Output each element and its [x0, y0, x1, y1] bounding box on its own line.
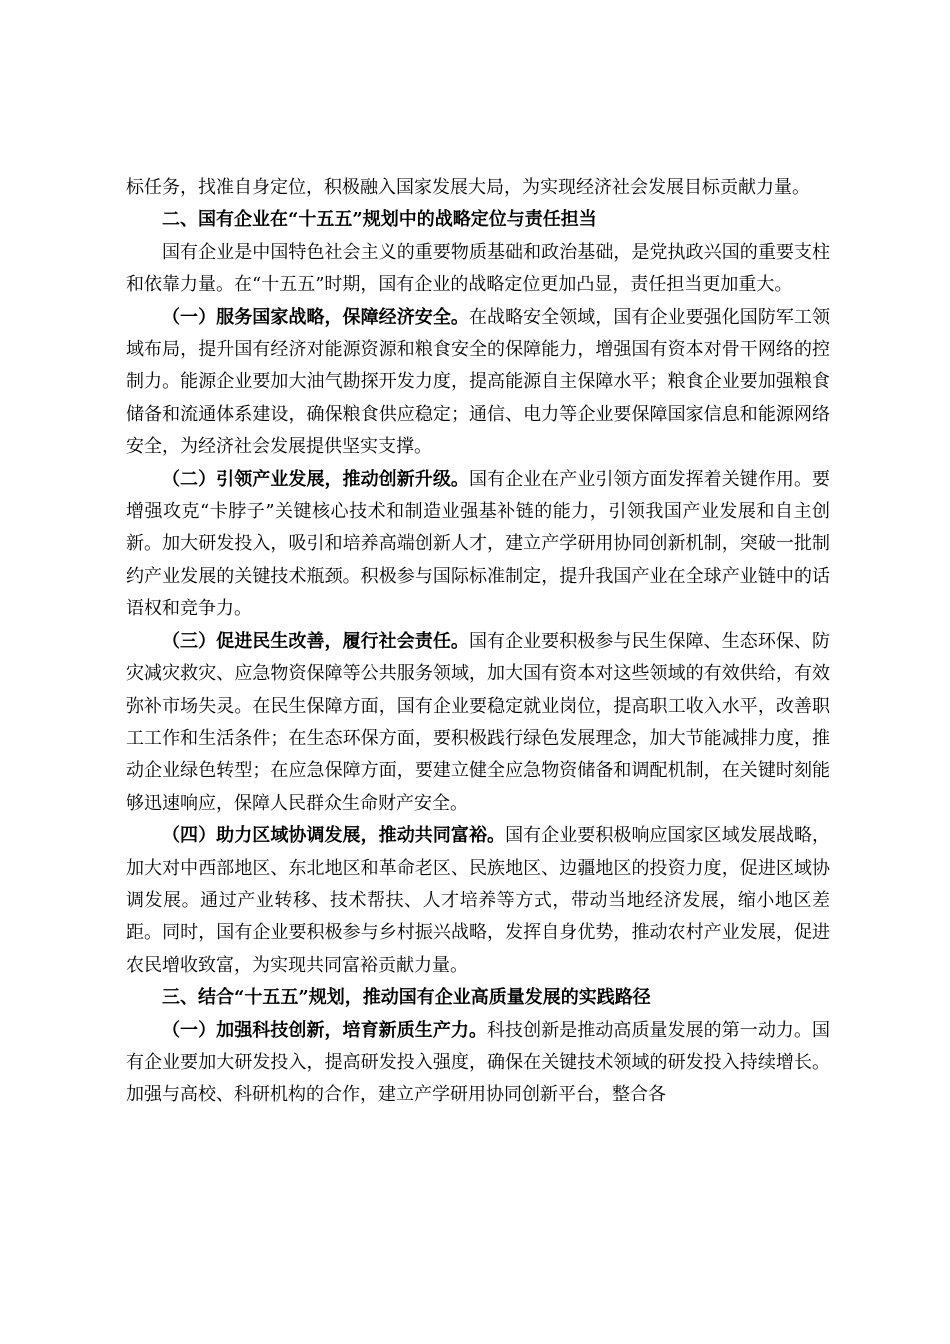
item-body: 科技创新是推动高质量发展的第一动力。国有企业要加大研发投入，提高研发投入强度，确保在关键技术领域的研发投入持续增长。加强与高校、科研机构的合作，建立产学研用协同创新平台，整合各	[126, 1019, 830, 1106]
item-lead: （三）促进民生改善，履行社会责任。	[162, 630, 469, 652]
item-lead: （二）引领产业发展，推动创新升级。	[162, 468, 469, 490]
item-lead: （四）助力区域协调发展，推动共同富裕。	[162, 825, 506, 847]
item-body: 国有企业要积极响应国家区域发展战略，加大对中西部地区、东北地区和革命老区、民族地区、边疆地区的投资力度，促进区域协调发展。通过产业转移、技术帮扶、人才培养等方式，带动当地经济发展，缩小地区差距。同时，国有企业要积极参与乡村振兴战略，发挥自身优势，推动农村产业发展，促进农民增收致富，为实现共同富裕贡献力量。	[126, 825, 831, 976]
continuation-paragraph: 标任务，找准自身定位，积极融入国家发展大局，为实现经济社会发展目标贡献力量。	[126, 177, 810, 198]
section-3-heading: 三、结合“十五五”规划，推动国有企业高质量发展的实践路径	[162, 987, 651, 1009]
section-2-heading: 二、国有企业在“十五五”规划中的战略定位与责任担当	[162, 209, 597, 231]
section-2-item-3	[126, 626, 830, 820]
section-2-intro: 国有企业是中国特色社会主义的重要物质基础和政治基础，是党执政兴国的重要支柱和依靠力量。在“十五五”时期，国有企业的战略定位更加凸显，责任担当更加重大。	[126, 241, 830, 296]
item-body: 国有企业在产业引领方面发挥着关键作用。要增强攻克“卡脖子”关键核心技术和制造业强基补链的能力，引领我国产业发展和自主创新。加大研发投入，吸引和培养高端创新人才，建立产学研用协同创新机制，突破一批制约产业发展的关键技术瓶颈。积极参与国际标准制定，提升我国产业在全球产业链中的话语权和竞争力。	[126, 468, 831, 620]
section-2-item-1	[126, 302, 830, 464]
item-lead: （一）服务国家战略，保障经济安全。	[162, 306, 469, 328]
document-page	[126, 172, 830, 1112]
section-2-item-2	[126, 464, 830, 626]
item-body: 国有企业要积极参与民生保障、生态环保、防灾减灾救灾、应急物资保障等公共服务领域，加大国有资本对这些领域的有效供给，有效弥补市场失灵。在民生保障方面，国有企业要稳定就业岗位，提高职工收入水平，改善职工工作和生活条件；在生态环保方面，要积极践行绿色发展理念，加大节能减排力度，推动企业绿色转型；在应急保障方面，要建立健全应急物资储备和调配机制，在关键时刻能够迅速响应，保障人民群众生命财产安全。	[126, 630, 831, 814]
section-3-item-1	[126, 1015, 830, 1112]
item-body: 在战略安全领域，国有企业要强化国防军工领域布局，提升国有经济对能源资源和粮食安全的保障能力，增强国有资本对骨干网络的控制力。能源企业要加大油气勘探开发力度，提高能源自主保障水平；粮食企业要加强粮食储备和流通体系建设，确保粮食供应稳定；通信、电力等企业要保障国家信息和能源网络安全，为经济社会发展提供坚实支撑。	[126, 306, 831, 458]
section-2-item-4	[126, 820, 830, 982]
item-lead: （一）加强科技创新，培育新质生产力。	[162, 1019, 487, 1041]
